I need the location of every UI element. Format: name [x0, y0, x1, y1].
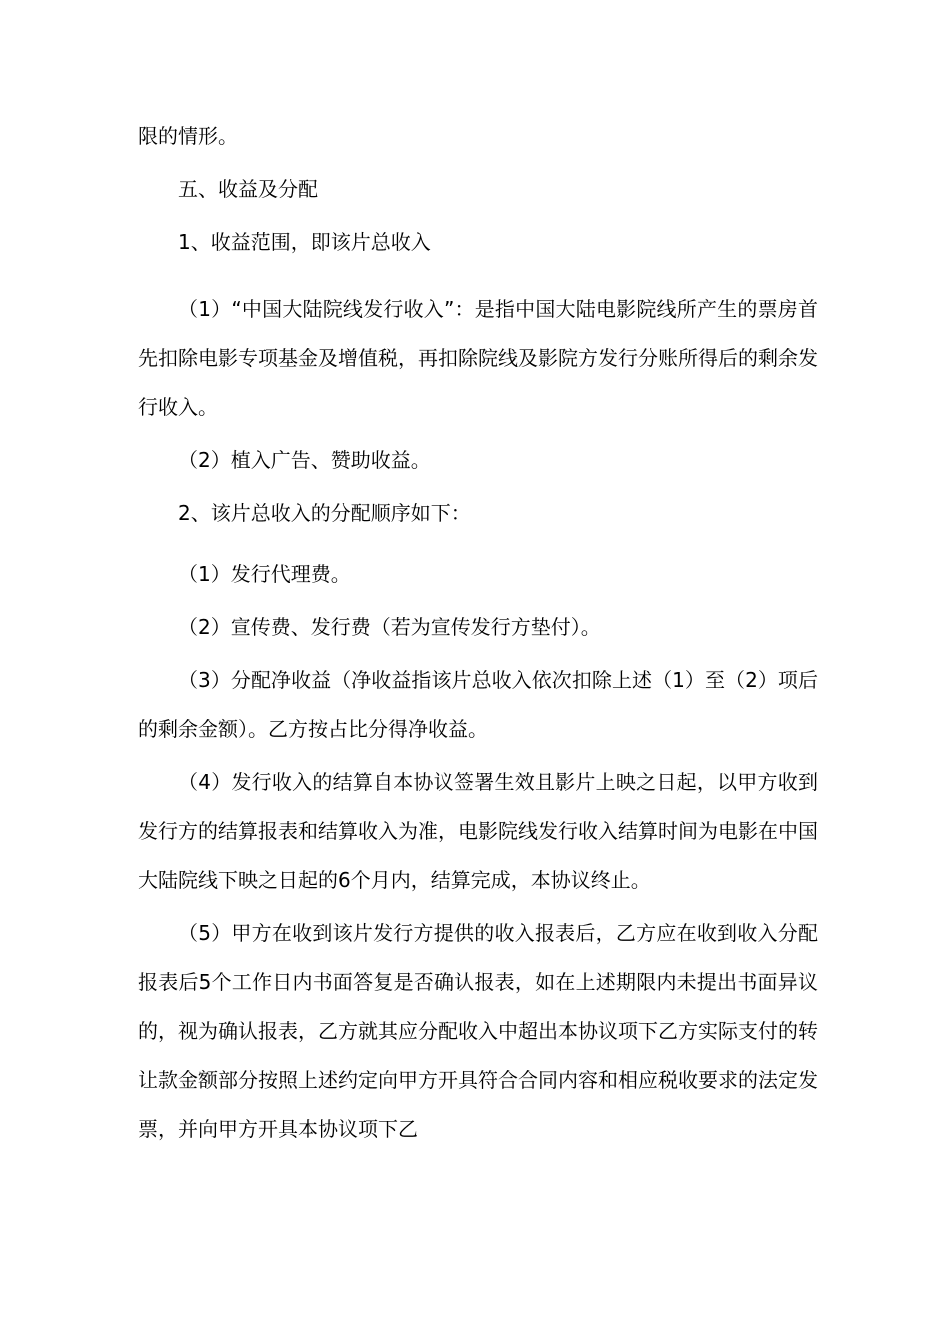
clause-revenue-scope: 1、收益范围，即该片总收入 — [178, 230, 431, 254]
paragraph-continuation: 限的情形。 — [138, 124, 238, 148]
clause-item-ad-sponsorship: （2）植入广告、赞助收益。 — [178, 448, 431, 472]
clause-item-promo-fee: （2）宣传费、发行费（若为宣传发行方垫付）。 — [178, 615, 601, 639]
section-heading-revenue-distribution: 五、收益及分配 — [178, 177, 318, 201]
clause-item-theatrical-revenue: （1）“中国大陆院线发行收入”：是指中国大陆电影院线所产生的票房首先扣除电影专项基金及增值税，再扣除院线及影院方发行分账所得后的剩余发行收入。 — [138, 297, 818, 419]
clause-item-net-revenue: （3）分配净收益（净收益指该片总收入依次扣除上述（1）至（2）项后的剩余金额）。乙方按占比分得净收益。 — [138, 668, 818, 741]
clause-item-report-confirmation: （5）甲方在收到该片发行方提供的收入报表后，乙方应在收到收入分配报表后5个工作日内书面答复是否确认报表，如在上述期限内未提出书面异议的，视为确认报表，乙方就其应分配收入中超出本协议项下乙方实际支付的转让款金额部分按照上述约定向甲方开具符合合同内容和相应税收要求的法定发票，并向甲方开具本协议项下乙 — [138, 921, 818, 1141]
clause-distribution-order: 2、该片总收入的分配顺序如下： — [178, 501, 471, 525]
clause-item-agency-fee: （1）发行代理费。 — [178, 562, 351, 586]
clause-item-settlement: （4）发行收入的结算自本协议签署生效且影片上映之日起，以甲方收到发行方的结算报表和结算收入为准，电影院线发行收入结算时间为电影在中国大陆院线下映之日起的6个月内，结算完成，本协议终止。 — [138, 770, 818, 892]
document-page — [138, 112, 818, 1154]
